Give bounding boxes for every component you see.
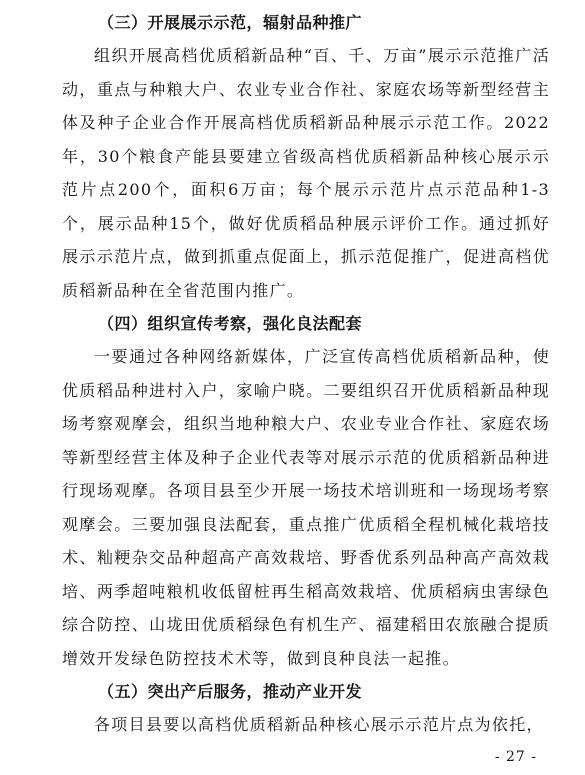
page-number: - 27 - bbox=[494, 749, 537, 765]
section-5-paragraph: 各项目县要以高档优质稻新品种核心展示示范片点为依托， bbox=[94, 715, 544, 734]
section-heading-4: （四）组织宣传考察，强化良法配套 bbox=[98, 314, 363, 333]
section-3-paragraph: 组织开展高档优质稻新品种“百、千、万亩”展示示范推广活动，重点与种粮大户、农业专业合作社、家庭农场等新型经营主体及种子企业合作开展高档优质稻新品种展示示范工作。2022年，30个粮食产能县要建立省级高档优质稻新品种核心展示示范片点200个，面积6万亩；每个展示示范片点示范品种1-3个，展示品种15个，做好优质稻品种展示评价工作。通过抓好展示示范片点，做到抓重点促面上，抓示范促推广，促进高档优质稻新品种在全省范围内推广。 bbox=[62, 46, 550, 300]
section-4-paragraph: 一要通过各种网络新媒体，广泛宣传高档优质稻新品种，使优质稻品种进村入户，家喻户晓。二要组织召开优质稻新品种现场考察观摩会，组织当地种粮大户、农业专业合作社、家庭农场等新型经营主体及种子企业代表等对展示示范的优质稻新品种进行现场观摩。各项目县至少开展一场技术培训班和一场现场考察观摩会。三要加强良法配套，重点推广优质稻全程机械化栽培技术、籼粳杂交品种超高产高效栽培、野香优系列品种高产高效栽培、两季超吨粮机收低留桩再生稻高效栽培、优质稻病虫害绿色综合防控、山垅田优质稻绿色有机生产、福建稻田农旅融合提质增效开发绿色防控技术术等，做到良种良法一起推。 bbox=[62, 347, 550, 668]
document-page bbox=[62, 6, 550, 742]
section-heading-3: （三）开展展示示范，辐射品种推广 bbox=[98, 13, 363, 32]
section-heading-5: （五）突出产后服务，推动产业开发 bbox=[98, 682, 363, 701]
